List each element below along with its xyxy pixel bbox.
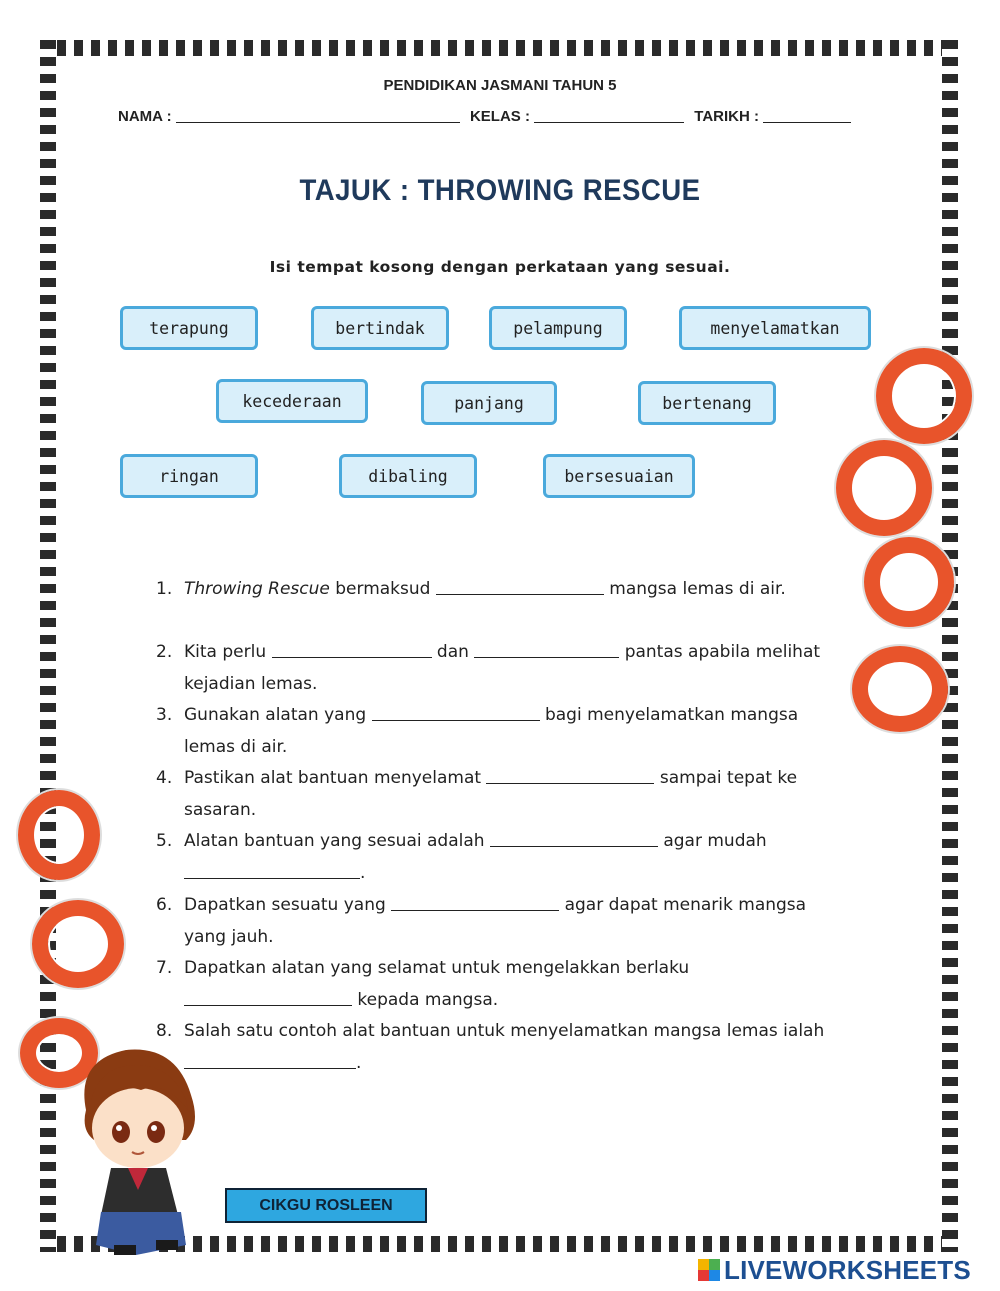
subject-heading: PENDIDIKAN JASMANI TAHUN 5 [383,77,617,94]
boy-illustration [66,1040,216,1260]
word-box[interactable]: ringan [120,454,258,498]
kelas-label: KELAS : [469,108,530,125]
kelas-field[interactable] [534,108,684,123]
nama-label: NAMA : [118,108,172,125]
answer-blank[interactable] [184,989,352,1006]
answer-blank[interactable] [372,704,540,721]
answer-blank[interactable] [391,894,559,911]
student-info-row [118,108,878,125]
word-box[interactable]: pelampung [489,306,627,350]
answer-blank[interactable] [486,767,654,784]
word-box[interactable]: terapung [120,306,258,350]
tarikh-field[interactable] [763,108,851,123]
page-title: TAJUK : THROWING RESCUE [299,174,701,207]
word-box[interactable]: dibaling [339,454,477,498]
brand-logo [698,1256,971,1284]
brand-logo-icon [698,1259,720,1281]
lifebuoy-image [836,440,932,536]
lifebuoy-image [18,790,100,880]
border-top [40,40,958,56]
border-right [942,40,958,1252]
answer-blank[interactable] [436,578,604,595]
lifebuoy-image [32,900,124,988]
answer-blank[interactable] [272,641,432,658]
word-box[interactable]: panjang [421,381,557,425]
answer-blank[interactable] [474,641,619,658]
answer-blank[interactable] [490,830,658,847]
answer-blank[interactable] [184,862,360,879]
word-box[interactable]: kecederaan [216,379,368,423]
nama-field[interactable] [176,108,460,123]
word-box[interactable]: bertindak [311,306,449,350]
word-box[interactable]: menyelamatkan [679,306,871,350]
lifebuoy-image [864,537,954,627]
brand-name: LIVEWORKSHEETS [724,1254,971,1285]
lifebuoy-image [876,348,972,444]
teacher-label: CIKGU ROSLEEN [225,1188,427,1223]
word-box[interactable]: bertenang [638,381,776,425]
instruction: Isi tempat kosong dengan perkataan yang sesuai. [269,258,731,276]
lifebuoy-image [852,646,948,732]
word-box[interactable]: bersesuaian [543,454,695,498]
tarikh-label: TARIKH : [694,108,760,125]
